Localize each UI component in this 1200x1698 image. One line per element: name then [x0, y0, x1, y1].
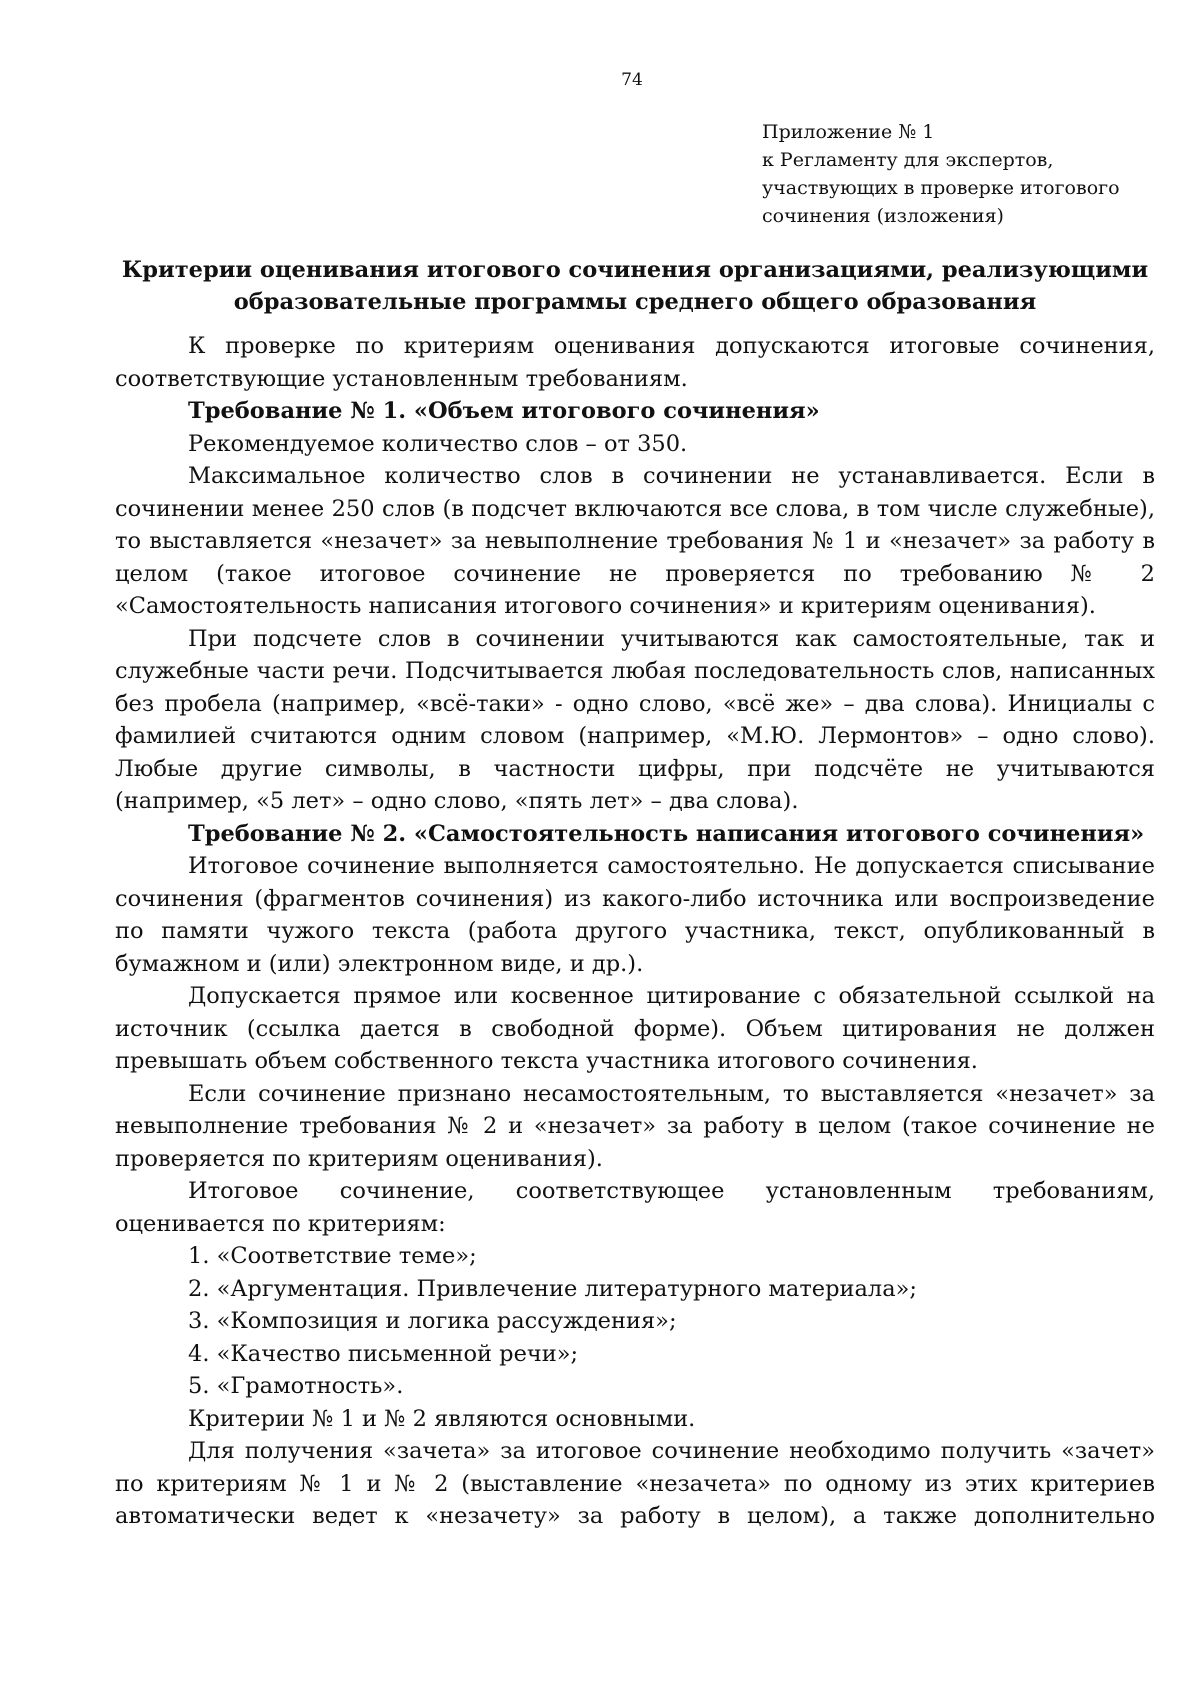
criteria-list-item: 5. «Грамотность». — [188, 1373, 404, 1399]
page-number: 74 — [621, 70, 643, 90]
paragraph: Допускается прямое или косвенное цитирование с обязательной ссылкой на источник (ссылка дается в свободной форме). Объем цитирования не должен превышать объем собственного текста участника итогового сочинения. — [115, 983, 1155, 1074]
paragraph: Максимальное количество слов в сочинении не устанавливается. Если в сочинении менее 250 слов (в подсчет включаются все слова, в том числе служебные), то выставляется «незачет» за невыполнение требования № 1 и «незачет» за работу в целом (такое итоговое сочинение не проверяется по требованию № 2 «Самостоятельность написания итогового сочинения» и критериям оценивания). — [115, 463, 1155, 619]
paragraph: Если сочинение признано несамостоятельным, то выставляется «незачет» за невыполнение требования № 2 и «незачет» за работу в целом (такое сочинение не проверяется по критериям оценивания). — [115, 1080, 1155, 1172]
document-title — [115, 254, 1155, 318]
criteria-intro: Итоговое сочинение, соответствующее установленным требованиям, оценивается по критериям: — [115, 1178, 1155, 1237]
final-paragraph: Для получения «зачета» за итоговое сочинение необходимо получить «зачет» по критериям № 1 и № 2 (выставление «незачета» по одному из этих критериев автоматически ведет к «незачету» за работу в целом), а также дополнительно — [115, 1438, 1155, 1529]
requirement-1-heading: Требование № 1. «Объем итогового сочинения» — [188, 398, 820, 424]
paragraph: Итоговое сочинение выполняется самостоятельно. Не допускается списывание сочинения (фрагментов сочинения) из какого-либо источника или воспроизведение по памяти чужого текста (работа другого участника, текст, опубликованный в бумажном и (или) электронном виде, и др.). — [115, 853, 1155, 977]
paragraph: Рекомендуемое количество слов – от 350. — [188, 430, 688, 457]
appendix-line: к Регламенту для экспертов, — [762, 149, 1054, 171]
appendix-line: Приложение № 1 — [762, 121, 935, 143]
title-line: образовательные программы среднего общего образования — [233, 289, 1037, 315]
appendix-header — [762, 118, 1162, 230]
appendix-line: участвующих в проверке итогового — [762, 177, 1120, 199]
criteria-list-item: 2. «Аргументация. Привлечение литературного материала»; — [188, 1275, 917, 1302]
main-criteria-note: Критерии № 1 и № 2 являются основными. — [188, 1405, 696, 1432]
intro-paragraph: К проверке по критериям оценивания допускаются итоговые сочинения, соответствующие установленным требованиям. — [115, 333, 1155, 392]
requirement-2-heading: Требование № 2. «Самостоятельность написания итогового сочинения» — [188, 820, 1145, 847]
paragraph: При подсчете слов в сочинении учитываются как самостоятельные, так и служебные части речи. Подсчитывается любая последовательность слов, написанных без пробела (например, «всё-таки» - одно слово, «всё же» – два слова). Инициалы с фамилией считаются одним словом (например, «М.Ю. Лермонтов» – одно слово). Любые другие символы, в частности цифры, при подсчёте не учитываются (например, «5 лет» – одно слово, «пять лет» – два слова). — [115, 625, 1155, 814]
criteria-list-item: 3. «Композиция и логика рассуждения»; — [188, 1308, 677, 1334]
document-body — [115, 330, 1155, 1533]
title-line: Критерии оценивания итогового сочинения организациями, реализующими — [121, 257, 1149, 283]
criteria-list-item: 1. «Соответствие теме»; — [188, 1243, 477, 1269]
criteria-list-item: 4. «Качество письменной речи»; — [188, 1340, 579, 1367]
appendix-line: сочинения (изложения) — [762, 205, 1004, 227]
